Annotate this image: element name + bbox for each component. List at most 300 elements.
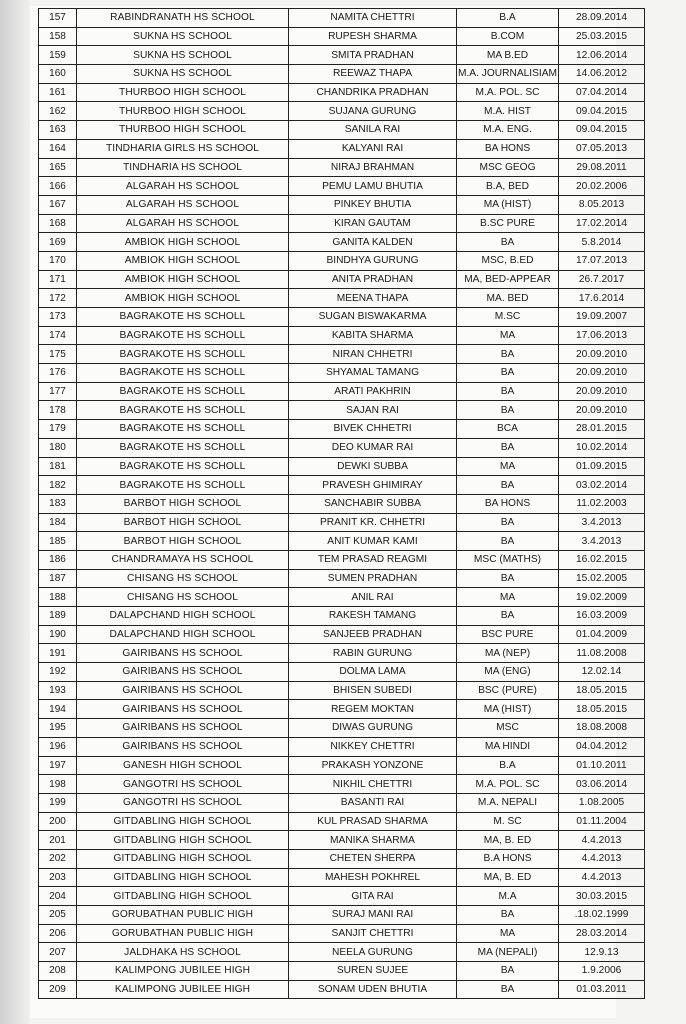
date-cell: 11.08.2008 <box>559 644 645 663</box>
serial-number-cell: 169 <box>39 233 77 252</box>
school-name-cell: GORUBATHAN PUBLIC HIGH <box>77 906 289 925</box>
teacher-name-cell: ANITA PRADHAN <box>289 270 457 289</box>
serial-number-cell: 187 <box>39 569 77 588</box>
date-cell: 12.06.2014 <box>559 46 645 65</box>
date-cell: 01.11.2004 <box>559 812 645 831</box>
school-name-cell: BAGRAKOTE HS SCHOLL <box>77 345 289 364</box>
table-row <box>39 345 645 364</box>
table-row <box>39 569 645 588</box>
date-cell: 07.05.2013 <box>559 139 645 158</box>
school-name-cell: GITDABLING HIGH SCHOOL <box>77 887 289 906</box>
teacher-name-cell: SANCHABIR SUBBA <box>289 494 457 513</box>
school-name-cell: AMBIOK HIGH SCHOOL <box>77 251 289 270</box>
date-cell: 28.01.2015 <box>559 420 645 439</box>
school-name-cell: GAIRIBANS HS SCHOOL <box>77 737 289 756</box>
serial-number-cell: 167 <box>39 195 77 214</box>
serial-number-cell: 206 <box>39 924 77 943</box>
qualification-cell: MA <box>457 457 559 476</box>
table-row <box>39 83 645 102</box>
table-row <box>39 476 645 495</box>
teacher-name-cell: REEWAZ THAPA <box>289 65 457 84</box>
qualification-cell: MA <box>457 326 559 345</box>
date-cell: 26.7.2017 <box>559 270 645 289</box>
serial-number-cell: 197 <box>39 756 77 775</box>
teacher-name-cell: DIWAS GURUNG <box>289 719 457 738</box>
teacher-name-cell: BASANTI RAI <box>289 793 457 812</box>
qualification-cell: M.A <box>457 887 559 906</box>
date-cell: 28.03.2014 <box>559 924 645 943</box>
teacher-name-cell: NAMITA CHETTRI <box>289 9 457 28</box>
table-row <box>39 588 645 607</box>
date-cell: .18.02.1999 <box>559 906 645 925</box>
serial-number-cell: 184 <box>39 513 77 532</box>
serial-number-cell: 183 <box>39 494 77 513</box>
serial-number-cell: 171 <box>39 270 77 289</box>
school-name-cell: BARBOT HIGH SCHOOL <box>77 494 289 513</box>
date-cell: 20.09.2010 <box>559 401 645 420</box>
table-row <box>39 849 645 868</box>
table-row <box>39 943 645 962</box>
qualification-cell: MA (ENG) <box>457 663 559 682</box>
school-name-cell: DALAPCHAND HIGH SCHOOL <box>77 607 289 626</box>
date-cell: 19.09.2007 <box>559 308 645 327</box>
date-cell: 04.04.2012 <box>559 737 645 756</box>
qualification-cell: B.A, BED <box>457 177 559 196</box>
table-row <box>39 775 645 794</box>
school-name-cell: GITDABLING HIGH SCHOOL <box>77 868 289 887</box>
date-cell: 18.08.2008 <box>559 719 645 738</box>
table-row <box>39 793 645 812</box>
qualification-cell: MA (NEP) <box>457 644 559 663</box>
date-cell: 17.06.2013 <box>559 326 645 345</box>
serial-number-cell: 188 <box>39 588 77 607</box>
qualification-cell: MA, B. ED <box>457 831 559 850</box>
teacher-name-cell: BINDHYA GURUNG <box>289 251 457 270</box>
qualification-cell: MA B.ED <box>457 46 559 65</box>
qualification-cell: MA (NEPALI) <box>457 943 559 962</box>
serial-number-cell: 202 <box>39 849 77 868</box>
date-cell: 18.05.2015 <box>559 681 645 700</box>
qualification-cell: MA (HIST) <box>457 700 559 719</box>
date-cell: 03.06.2014 <box>559 775 645 794</box>
qualification-cell: BA <box>457 569 559 588</box>
table-row <box>39 420 645 439</box>
date-cell: 4.4.2013 <box>559 849 645 868</box>
serial-number-cell: 166 <box>39 177 77 196</box>
qualification-cell: M. SC <box>457 812 559 831</box>
table-row <box>39 513 645 532</box>
school-name-cell: GAIRIBANS HS SCHOOL <box>77 644 289 663</box>
table-row <box>39 962 645 981</box>
school-name-cell: KALIMPONG JUBILEE HIGH <box>77 980 289 999</box>
teacher-name-cell: KIRAN GAUTAM <box>289 214 457 233</box>
table-row <box>39 382 645 401</box>
table-row <box>39 719 645 738</box>
school-name-cell: TINDHARIA GIRLS HS SCHOOL <box>77 139 289 158</box>
teacher-name-cell: NIKKEY CHETTRI <box>289 737 457 756</box>
teacher-name-cell: BHISEN SUBEDI <box>289 681 457 700</box>
qualification-cell: MSC, B.ED <box>457 251 559 270</box>
teacher-name-cell: RAKESH TAMANG <box>289 607 457 626</box>
school-name-cell: GAIRIBANS HS SCHOOL <box>77 700 289 719</box>
teacher-name-cell: SHYAMAL TAMANG <box>289 364 457 383</box>
teacher-name-cell: MANIKA SHARMA <box>289 831 457 850</box>
table-row <box>39 195 645 214</box>
date-cell: 3.4.2013 <box>559 532 645 551</box>
teacher-name-cell: CHETEN SHERPA <box>289 849 457 868</box>
school-name-cell: SUKNA HS SCHOOL <box>77 46 289 65</box>
table-row <box>39 270 645 289</box>
qualification-cell: M.A. POL. SC <box>457 775 559 794</box>
date-cell: 15.02.2005 <box>559 569 645 588</box>
date-cell: 11.02.2003 <box>559 494 645 513</box>
serial-number-cell: 158 <box>39 27 77 46</box>
teacher-name-cell: DEWKI SUBBA <box>289 457 457 476</box>
table-row <box>39 46 645 65</box>
school-name-cell: GORUBATHAN PUBLIC HIGH <box>77 924 289 943</box>
qualification-cell: MA, B. ED <box>457 868 559 887</box>
date-cell: 20.02.2006 <box>559 177 645 196</box>
serial-number-cell: 191 <box>39 644 77 663</box>
teacher-name-cell: NIRAN CHHETRI <box>289 345 457 364</box>
serial-number-cell: 200 <box>39 812 77 831</box>
school-name-cell: BAGRAKOTE HS SCHOLL <box>77 364 289 383</box>
table-row <box>39 700 645 719</box>
school-name-cell: BAGRAKOTE HS SCHOLL <box>77 476 289 495</box>
serial-number-cell: 196 <box>39 737 77 756</box>
teacher-name-cell: GITA RAI <box>289 887 457 906</box>
school-name-cell: BAGRAKOTE HS SCHOLL <box>77 438 289 457</box>
school-name-cell: GANESH HIGH SCHOOL <box>77 756 289 775</box>
qualification-cell: BSC (PURE) <box>457 681 559 700</box>
serial-number-cell: 186 <box>39 550 77 569</box>
serial-number-cell: 179 <box>39 420 77 439</box>
teacher-name-cell: SURAJ MANI RAI <box>289 906 457 925</box>
table-body <box>39 9 645 999</box>
serial-number-cell: 173 <box>39 308 77 327</box>
school-name-cell: BARBOT HIGH SCHOOL <box>77 532 289 551</box>
serial-number-cell: 201 <box>39 831 77 850</box>
table-row <box>39 308 645 327</box>
serial-number-cell: 208 <box>39 962 77 981</box>
school-name-cell: GAIRIBANS HS SCHOOL <box>77 663 289 682</box>
date-cell: 09.04.2015 <box>559 102 645 121</box>
qualification-cell: M.A. NEPALI <box>457 793 559 812</box>
school-name-cell: THURBOO HIGH SCHOOL <box>77 102 289 121</box>
table-row <box>39 625 645 644</box>
table-row <box>39 681 645 700</box>
serial-number-cell: 181 <box>39 457 77 476</box>
teacher-name-cell: RUPESH SHARMA <box>289 27 457 46</box>
serial-number-cell: 178 <box>39 401 77 420</box>
table-row <box>39 158 645 177</box>
teacher-name-cell: KABITA SHARMA <box>289 326 457 345</box>
qualification-cell: M.A. POL. SC <box>457 83 559 102</box>
teacher-name-cell: ANIT KUMAR KAMI <box>289 532 457 551</box>
table-row <box>39 438 645 457</box>
teacher-name-cell: PRAVESH GHIMIRAY <box>289 476 457 495</box>
serial-number-cell: 172 <box>39 289 77 308</box>
teacher-name-cell: SUMEN PRADHAN <box>289 569 457 588</box>
qualification-cell: BA <box>457 345 559 364</box>
page-edge-shadow <box>0 0 30 1024</box>
school-name-cell: TINDHARIA HS SCHOOL <box>77 158 289 177</box>
teacher-name-cell: SAJAN RAI <box>289 401 457 420</box>
qualification-cell: BA <box>457 532 559 551</box>
school-name-cell: GANGOTRI HS SCHOOL <box>77 793 289 812</box>
qualification-cell: MSC GEOG <box>457 158 559 177</box>
table-row <box>39 65 645 84</box>
school-name-cell: KALIMPONG JUBILEE HIGH <box>77 962 289 981</box>
table-row <box>39 812 645 831</box>
date-cell: 17.07.2013 <box>559 251 645 270</box>
serial-number-cell: 159 <box>39 46 77 65</box>
date-cell: 16.02.2015 <box>559 550 645 569</box>
school-name-cell: BAGRAKOTE HS SCHOLL <box>77 401 289 420</box>
school-name-cell: AMBIOK HIGH SCHOOL <box>77 270 289 289</box>
qualification-cell: BA <box>457 401 559 420</box>
teacher-name-cell: DEO KUMAR RAI <box>289 438 457 457</box>
qualification-cell: BA HONS <box>457 139 559 158</box>
date-cell: 16.03.2009 <box>559 607 645 626</box>
school-name-cell: ALGARAH HS SCHOOL <box>77 195 289 214</box>
date-cell: 20.09.2010 <box>559 345 645 364</box>
date-cell: 29.08.2011 <box>559 158 645 177</box>
qualification-cell: MSC <box>457 719 559 738</box>
teacher-name-cell: TEM PRASAD REAGMI <box>289 550 457 569</box>
teacher-name-cell: SANJEEB PRADHAN <box>289 625 457 644</box>
date-cell: 1.9.2006 <box>559 962 645 981</box>
serial-number-cell: 193 <box>39 681 77 700</box>
date-cell: 19.02.2009 <box>559 588 645 607</box>
serial-number-cell: 189 <box>39 607 77 626</box>
table-row <box>39 121 645 140</box>
teacher-name-cell: SMITA PRADHAN <box>289 46 457 65</box>
serial-number-cell: 180 <box>39 438 77 457</box>
table-row <box>39 831 645 850</box>
teacher-name-cell: REGEM MOKTAN <box>289 700 457 719</box>
serial-number-cell: 176 <box>39 364 77 383</box>
table-row <box>39 644 645 663</box>
school-name-cell: GITDABLING HIGH SCHOOL <box>77 812 289 831</box>
teacher-name-cell: SONAM UDEN BHUTIA <box>289 980 457 999</box>
school-name-cell: CHISANG HS SCHOOL <box>77 588 289 607</box>
serial-number-cell: 203 <box>39 868 77 887</box>
teacher-name-cell: MEENA THAPA <box>289 289 457 308</box>
date-cell: 09.04.2015 <box>559 121 645 140</box>
table-row <box>39 364 645 383</box>
qualification-cell: BCA <box>457 420 559 439</box>
date-cell: 28.09.2014 <box>559 9 645 28</box>
serial-number-cell: 205 <box>39 906 77 925</box>
serial-number-cell: 175 <box>39 345 77 364</box>
school-name-cell: BAGRAKOTE HS SCHOLL <box>77 308 289 327</box>
table-row <box>39 139 645 158</box>
qualification-cell: MSC (MATHS) <box>457 550 559 569</box>
qualification-cell: MA <box>457 588 559 607</box>
qualification-cell: BA <box>457 438 559 457</box>
table-row <box>39 607 645 626</box>
serial-number-cell: 198 <box>39 775 77 794</box>
table-row <box>39 233 645 252</box>
school-name-cell: GAIRIBANS HS SCHOOL <box>77 681 289 700</box>
qualification-cell: M.A. JOURNALISIAM <box>457 65 559 84</box>
date-cell: 20.09.2010 <box>559 382 645 401</box>
teacher-name-cell: ANIL RAI <box>289 588 457 607</box>
school-name-cell: JALDHAKA HS SCHOOL <box>77 943 289 962</box>
qualification-cell: B.COM <box>457 27 559 46</box>
teacher-name-cell: SANJIT CHETTRI <box>289 924 457 943</box>
qualification-cell: MA. BED <box>457 289 559 308</box>
school-name-cell: AMBIOK HIGH SCHOOL <box>77 233 289 252</box>
serial-number-cell: 161 <box>39 83 77 102</box>
school-name-cell: BAGRAKOTE HS SCHOLL <box>77 420 289 439</box>
school-name-cell: BARBOT HIGH SCHOOL <box>77 513 289 532</box>
school-name-cell: GAIRIBANS HS SCHOOL <box>77 719 289 738</box>
table-row <box>39 756 645 775</box>
serial-number-cell: 163 <box>39 121 77 140</box>
date-cell: 8.05.2013 <box>559 195 645 214</box>
teacher-name-cell: SUREN SUJEE <box>289 962 457 981</box>
table-row <box>39 214 645 233</box>
qualification-cell: BA <box>457 382 559 401</box>
school-name-cell: THURBOO HIGH SCHOOL <box>77 121 289 140</box>
teacher-name-cell: DOLMA LAMA <box>289 663 457 682</box>
serial-number-cell: 185 <box>39 532 77 551</box>
date-cell: 4.4.2013 <box>559 868 645 887</box>
table-row <box>39 177 645 196</box>
serial-number-cell: 199 <box>39 793 77 812</box>
serial-number-cell: 190 <box>39 625 77 644</box>
qualification-cell: B.SC PURE <box>457 214 559 233</box>
table-row <box>39 494 645 513</box>
teacher-name-cell: GANITA KALDEN <box>289 233 457 252</box>
table-row <box>39 532 645 551</box>
table-row <box>39 326 645 345</box>
school-name-cell: ALGARAH HS SCHOOL <box>77 177 289 196</box>
serial-number-cell: 170 <box>39 251 77 270</box>
serial-number-cell: 162 <box>39 102 77 121</box>
teacher-name-cell: SUGAN BISWAKARMA <box>289 308 457 327</box>
qualification-cell: B.A <box>457 9 559 28</box>
table-row <box>39 251 645 270</box>
table-row <box>39 924 645 943</box>
qualification-cell: M.A. ENG. <box>457 121 559 140</box>
date-cell: 01.09.2015 <box>559 457 645 476</box>
teacher-name-cell: RABIN GURUNG <box>289 644 457 663</box>
serial-number-cell: 165 <box>39 158 77 177</box>
qualification-cell: BA <box>457 962 559 981</box>
date-cell: 5.8.2014 <box>559 233 645 252</box>
table-row <box>39 868 645 887</box>
teacher-name-cell: PINKEY BHUTIA <box>289 195 457 214</box>
qualification-cell: M.A. HIST <box>457 102 559 121</box>
serial-number-cell: 182 <box>39 476 77 495</box>
school-name-cell: ALGARAH HS SCHOOL <box>77 214 289 233</box>
teacher-name-cell: MAHESH POKHREL <box>289 868 457 887</box>
date-cell: 17.02.2014 <box>559 214 645 233</box>
qualification-cell: BA <box>457 233 559 252</box>
serial-number-cell: 207 <box>39 943 77 962</box>
serial-number-cell: 194 <box>39 700 77 719</box>
qualification-cell: B.A HONS <box>457 849 559 868</box>
qualification-cell: BA <box>457 607 559 626</box>
school-name-cell: AMBIOK HIGH SCHOOL <box>77 289 289 308</box>
serial-number-cell: 204 <box>39 887 77 906</box>
school-name-cell: CHISANG HS SCHOOL <box>77 569 289 588</box>
date-cell: 30.03.2015 <box>559 887 645 906</box>
school-name-cell: GITDABLING HIGH SCHOOL <box>77 849 289 868</box>
table-row <box>39 401 645 420</box>
date-cell: 17.6.2014 <box>559 289 645 308</box>
teacher-name-cell: NIKHIL CHETTRI <box>289 775 457 794</box>
date-cell: 01.10.2011 <box>559 756 645 775</box>
date-cell: 01.03.2011 <box>559 980 645 999</box>
school-name-cell: SUKNA HS SCHOOL <box>77 27 289 46</box>
teacher-name-cell: SUJANA GURUNG <box>289 102 457 121</box>
serial-number-cell: 164 <box>39 139 77 158</box>
serial-number-cell: 168 <box>39 214 77 233</box>
date-cell: 07.04.2014 <box>559 83 645 102</box>
table-row <box>39 550 645 569</box>
date-cell: 4.4.2013 <box>559 831 645 850</box>
school-name-cell: GITDABLING HIGH SCHOOL <box>77 831 289 850</box>
table-row <box>39 737 645 756</box>
table-row <box>39 27 645 46</box>
school-name-cell: BAGRAKOTE HS SCHOLL <box>77 457 289 476</box>
date-cell: 12.02.14 <box>559 663 645 682</box>
school-name-cell: GANGOTRI HS SCHOOL <box>77 775 289 794</box>
qualification-cell: MA <box>457 924 559 943</box>
table-row <box>39 457 645 476</box>
teacher-name-cell: ARATI PAKHRIN <box>289 382 457 401</box>
table-row <box>39 906 645 925</box>
qualification-cell: MA HINDI <box>457 737 559 756</box>
qualification-cell: BA <box>457 906 559 925</box>
serial-number-cell: 157 <box>39 9 77 28</box>
qualification-cell: BA <box>457 476 559 495</box>
date-cell: 18.05.2015 <box>559 700 645 719</box>
qualification-cell: B.A <box>457 756 559 775</box>
teacher-name-cell: NIRAJ BRAHMAN <box>289 158 457 177</box>
school-name-cell: RABINDRANATH HS SCHOOL <box>77 9 289 28</box>
teacher-name-cell: SANILA RAI <box>289 121 457 140</box>
qualification-cell: M.SC <box>457 308 559 327</box>
qualification-cell: BA HONS <box>457 494 559 513</box>
serial-number-cell: 174 <box>39 326 77 345</box>
table-row <box>39 9 645 28</box>
table-row <box>39 980 645 999</box>
date-cell: 01.04.2009 <box>559 625 645 644</box>
date-cell: 1.08.2005 <box>559 793 645 812</box>
school-name-cell: DALAPCHAND HIGH SCHOOL <box>77 625 289 644</box>
school-name-cell: SUKNA HS SCHOOL <box>77 65 289 84</box>
date-cell: 14.06.2012 <box>559 65 645 84</box>
teacher-name-cell: PRANIT KR. CHHETRI <box>289 513 457 532</box>
qualification-cell: BA <box>457 980 559 999</box>
qualification-cell: BA <box>457 513 559 532</box>
teacher-name-cell: PEMU LAMU BHUTIA <box>289 177 457 196</box>
table-row <box>39 102 645 121</box>
qualification-cell: MA (HIST) <box>457 195 559 214</box>
teacher-name-cell: NEELA GURUNG <box>289 943 457 962</box>
school-name-cell: THURBOO HIGH SCHOOL <box>77 83 289 102</box>
table-row <box>39 289 645 308</box>
qualification-cell: MA, BED-APPEAR <box>457 270 559 289</box>
teacher-name-cell: KALYANI RAI <box>289 139 457 158</box>
date-cell: 3.4.2013 <box>559 513 645 532</box>
date-cell: 03.02.2014 <box>559 476 645 495</box>
